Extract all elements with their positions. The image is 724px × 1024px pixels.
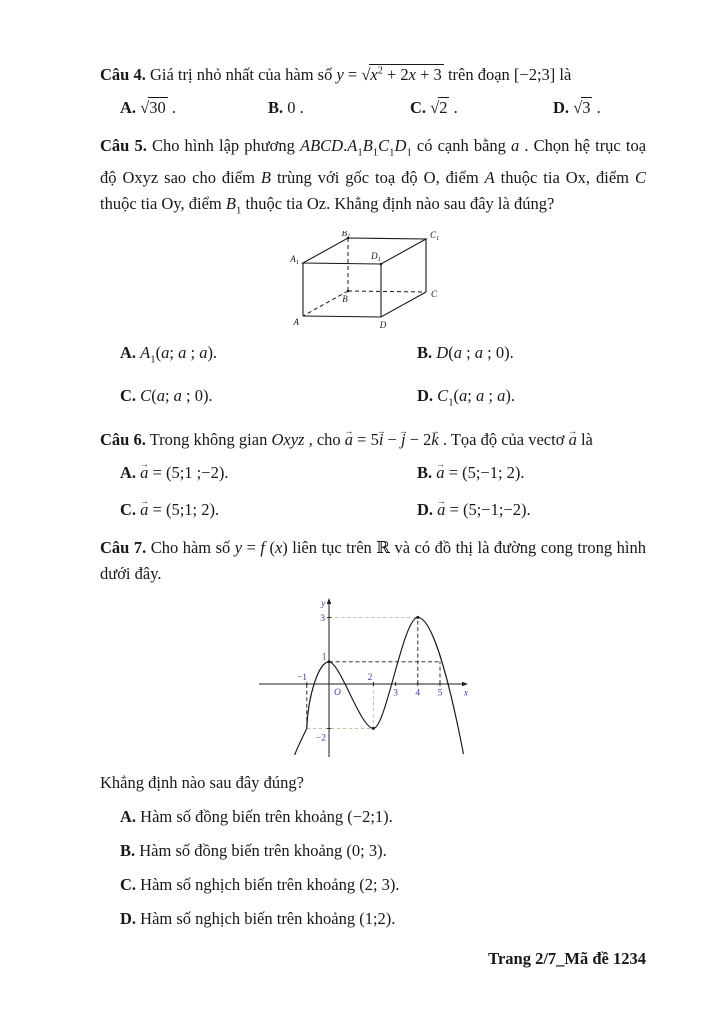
cube-svg xyxy=(288,231,448,331)
question-4-option-b: B. 0 . xyxy=(268,98,304,117)
question-7-prompt: Khẳng định nào sau đây đúng? xyxy=(100,773,304,793)
question-7 xyxy=(100,535,646,932)
graph-key-point-dots xyxy=(328,616,420,730)
question-4-option-c: C. √2 . xyxy=(410,98,458,117)
x-tick-neg1: −1 xyxy=(296,673,308,684)
question-4-stem xyxy=(100,62,646,88)
question-7-text: Cho hàm số y = f (x) liên tục trên ℝ và có đồ thị là đường cong trong hình dưới đây. xyxy=(100,538,647,584)
question-5-option-c: C. C(a; a ; 0). xyxy=(120,385,213,405)
question-7-option-b: B. Hàm số đồng biến trên khoảng (0; 3). xyxy=(120,841,387,861)
question-5-option-d: D. $C_1(a$; a ; a). xyxy=(417,385,515,409)
question-4-text: Giá trị nhỏ nhất của hàm số $y = √x^2 + 2x + 3$ trên đoạn [−2;3] là xyxy=(149,65,572,84)
vertex-label-b1: $B_1$ xyxy=(341,230,351,240)
question-6-option-b: B. a → = (5;−1; 2). xyxy=(397,460,646,486)
question-6-option-a: A. a → = (5;1 ;−2). xyxy=(100,460,397,486)
question-5-stem xyxy=(100,133,646,224)
question-7-label: Câu 7. xyxy=(100,538,147,558)
question-4-options xyxy=(100,95,646,121)
x-tick-5: 5 xyxy=(437,688,443,699)
function-graph-svg xyxy=(250,594,485,764)
function-graph-figure xyxy=(250,594,485,764)
vertex-label-d1: $D_1$ xyxy=(371,250,381,263)
x-axis-label: x xyxy=(463,688,469,699)
y-axis-label: y xyxy=(321,599,326,610)
vertex-label-a: A xyxy=(293,316,299,327)
cube-labels xyxy=(289,231,439,330)
graph-light-dashed-guides xyxy=(307,618,421,729)
vertex-label-c: C xyxy=(431,288,438,299)
y-tick-3: 3 xyxy=(320,614,325,625)
y-tick-neg2: −2 xyxy=(315,733,326,744)
graph-axis-arrows xyxy=(327,598,468,686)
question-7-stem xyxy=(100,535,646,587)
y-tick-1: 1 xyxy=(321,652,327,663)
question-4 xyxy=(100,62,646,121)
question-5-option-b: B. D(a ; a ; 0). xyxy=(417,342,514,362)
question-6-stem xyxy=(100,427,646,453)
question-5-label: Câu 5. xyxy=(100,136,147,155)
question-5-option-a: A. $A_1(a$; a ; a). xyxy=(120,342,218,365)
graph-ticks xyxy=(307,618,440,729)
question-6-option-c: C. a → = (5;1; 2). xyxy=(100,497,397,523)
vertex-label-a1: $A_1$ xyxy=(290,253,299,266)
question-6-options xyxy=(100,460,646,523)
question-4-option-d: D. √3 . xyxy=(553,98,601,117)
cube-vertex-dots xyxy=(347,236,383,292)
x-tick-3: 3 xyxy=(393,688,398,699)
question-4-label: Câu 4. xyxy=(100,65,146,84)
question-6-text: Trong không gian Oxyz , cho a → = 5i → − j → − 2k → . Tọa độ của vectơ a → là xyxy=(150,430,593,449)
question-7-option-d: D. Hàm số nghịch biến trên khoảng (1;2). xyxy=(120,909,396,929)
question-4-option-a: A. √30 . xyxy=(120,98,176,117)
cube-figure xyxy=(288,231,448,331)
question-5 xyxy=(100,133,646,415)
origin-label: O xyxy=(334,688,341,699)
x-tick-4: 4 xyxy=(415,688,421,699)
question-7-options xyxy=(100,804,646,932)
x-tick-2: 2 xyxy=(367,673,373,684)
question-7-option-a: A. Hàm số đồng biến trên khoảng (−2;1). xyxy=(120,807,393,827)
graph-dashed-guides xyxy=(307,618,440,729)
question-6-label: Câu 6. xyxy=(100,430,146,450)
cube-solid-edges xyxy=(303,238,426,317)
page-content xyxy=(100,0,646,940)
vertex-label-d: D xyxy=(379,319,387,330)
vertex-label-b: B xyxy=(342,293,348,304)
question-6 xyxy=(100,427,646,523)
question-5-options xyxy=(100,340,646,416)
vertex-label-c1: $C_1$ xyxy=(430,230,440,242)
question-7-option-c: C. Hàm số nghịch biến trên khoảng (2; 3). xyxy=(120,875,400,895)
graph-labels xyxy=(297,599,469,744)
page-number: Trang 2/7_Mã đề 1234 xyxy=(488,949,646,968)
question-5-text: Cho hình lập phương $ABCD.A_1B_1C_1D_1$ có cạnh bằng a . Chọn hệ trục toạ độ Oxyz sao cho điểm B trùng với gốc toạ độ O, điểm A thuộc tia Ox, điểm C thuộc tia Oy, điểm $B_1$ thuộc tia Oz. Khẳng định nào sau đây là đúng? xyxy=(100,136,647,217)
question-6-option-d: D. a → = (5;−1;−2). xyxy=(397,497,646,523)
graph-axes xyxy=(259,602,464,757)
